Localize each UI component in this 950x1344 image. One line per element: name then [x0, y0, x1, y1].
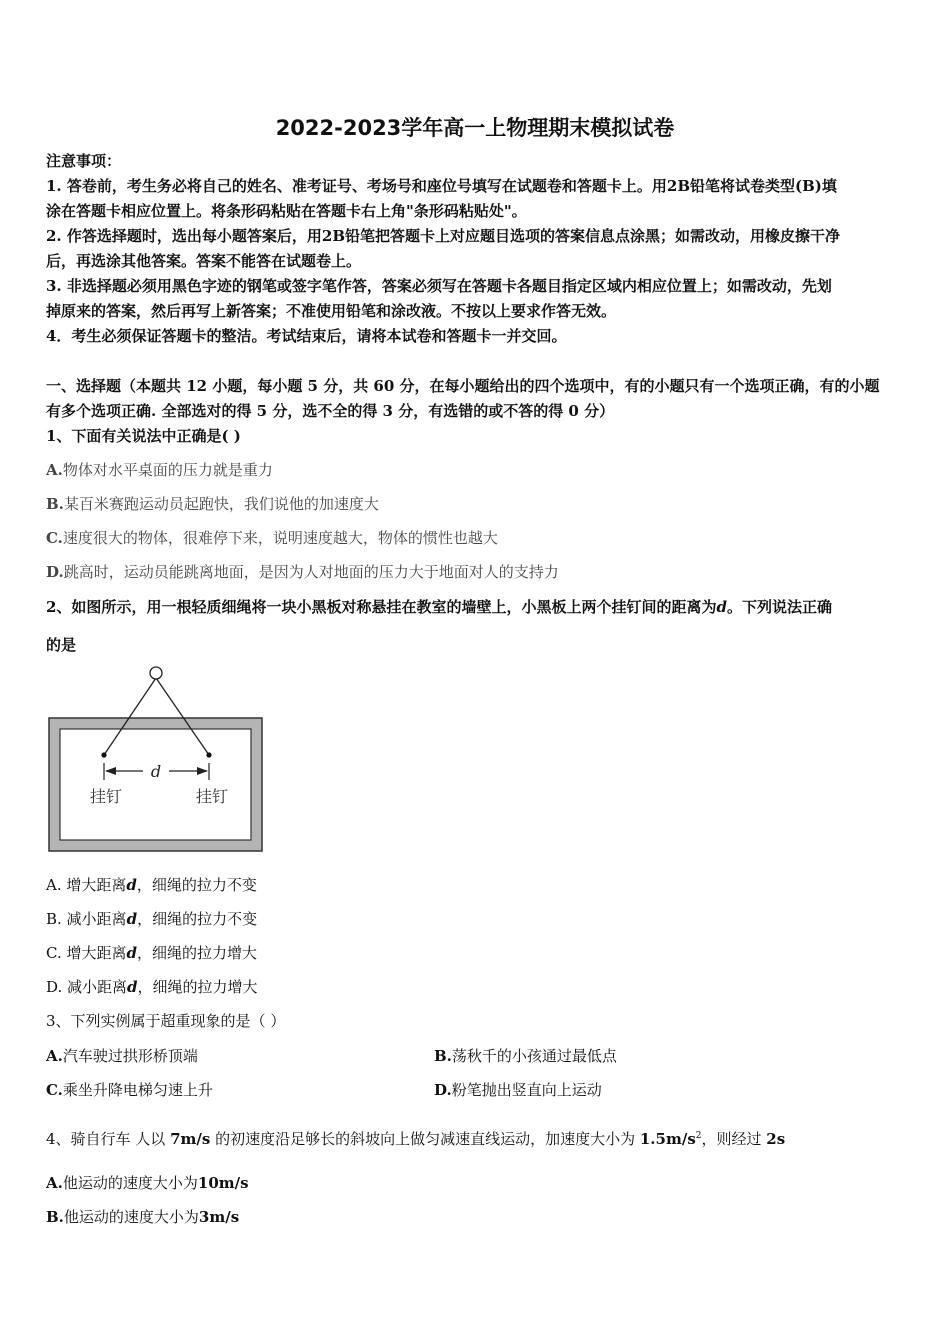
q4-option-b: B.他运动的速度大小为3m/s — [46, 1208, 240, 1226]
q2-option-c: C. 增大距离d，细绳的拉力增大 — [46, 944, 257, 962]
notice-heading: 注意事项： — [46, 152, 122, 170]
q4-option-a: A.他运动的速度大小为10m/s — [46, 1174, 249, 1192]
notice-line: 掉原来的答案，然后再写上新答案；不准使用铅笔和涂改液。不按以上要求作答无效。 — [46, 302, 617, 320]
hook-right — [206, 752, 211, 757]
q2-option-d: D. 减小距离d，细绳的拉力增大 — [46, 978, 258, 996]
hook-label-left: 挂钉 — [89, 787, 123, 806]
notice-line: 4．考生必须保证答题卡的整洁。考试结束后，请将本试卷和答题卡一并交回。 — [46, 327, 567, 345]
q3-option-c: C.乘坐升降电梯匀速上升 — [46, 1081, 213, 1099]
notice-line: 3. 非选择题必须用黑色字迹的钢笔或签字笔作答，答案必须写在答题卡各题目指定区域内相应位置上；如需改动，先划 — [46, 277, 832, 295]
exam-title: 2022-2023学年高一上物理期末模拟试卷 — [275, 116, 675, 140]
q1-option-b: B.某百米赛跑运动员起跑快，我们说他的加速度大 — [46, 495, 379, 513]
q3-option-d: D.粉笔抛出竖直向上运动 — [434, 1081, 602, 1099]
section-heading-cont: 有多个选项正确. 全部选对的得 5 分，选不全的得 3 分，有选错的或不答的得 0 分） — [46, 402, 615, 420]
q2-option-a: A. 增大距离d，细绳的拉力不变 — [46, 876, 257, 894]
q1-stem: 1、下面有关说法中正确是( ) — [46, 427, 241, 445]
notice-line: 1. 答卷前，考生务必将自己的姓名、准考证号、考场号和座位号填写在试题卷和答题卡上。用2B铅笔将试卷类型(B)填 — [46, 177, 837, 195]
section-heading: 一、选择题（本题共 12 小题，每小题 5 分，共 60 分，在每小题给出的四个选项中，有的小题只有一个选项正确，有的小题 — [46, 377, 880, 395]
blackboard-diagram — [46, 662, 268, 858]
q1-option-a: A.物体对水平桌面的压力就是重力 — [46, 461, 273, 479]
q2-stem: 2、如图所示，用一根轻质细绳将一块小黑板对称悬挂在教室的墙壁上，小黑板上两个挂钉间的距离为d。下列说法正确 — [46, 598, 832, 616]
notice-line: 后，再选涂其他答案。答案不能答在试题卷上。 — [46, 252, 362, 270]
q2-stem-cont: 的是 — [46, 636, 77, 654]
q1-option-c: C.速度很大的物体，很难停下来，说明速度越大，物体的惯性也越大 — [46, 529, 498, 547]
q3-option-b: B.荡秋千的小孩通过最低点 — [434, 1047, 617, 1065]
q4-stem: 4、骑自行车 人以 7m/s 的初速度沿足够长的斜坡向上做匀减速直线运动，加速度大小为 $1.5m/s^2$，则经过 2s — [46, 1130, 786, 1148]
q3-stem: 3、下列实例属于超重现象的是（ ） — [46, 1012, 286, 1030]
hook-left — [101, 752, 106, 757]
distance-label: d — [150, 762, 162, 781]
wall-nail — [150, 667, 162, 679]
q3-option-a: A.汽车驶过拱形桥顶端 — [46, 1047, 198, 1065]
hook-label-right: 挂钉 — [195, 787, 229, 806]
notice-line: 涂在答题卡相应位置上。将条形码粘贴在答题卡右上角"条形码粘贴处"。 — [46, 202, 527, 220]
notice-line: 2. 作答选择题时，选出每小题答案后，用2B铅笔把答题卡上对应题目选项的答案信息点涂黑；如需改动，用橡皮擦干净 — [46, 227, 841, 245]
q2-option-b: B. 减小距离d，细绳的拉力不变 — [46, 910, 258, 928]
q1-option-d: D.跳高时，运动员能跳离地面，是因为人对地面的压力大于地面对人的支持力 — [46, 563, 559, 581]
blackboard-surface — [60, 729, 251, 840]
